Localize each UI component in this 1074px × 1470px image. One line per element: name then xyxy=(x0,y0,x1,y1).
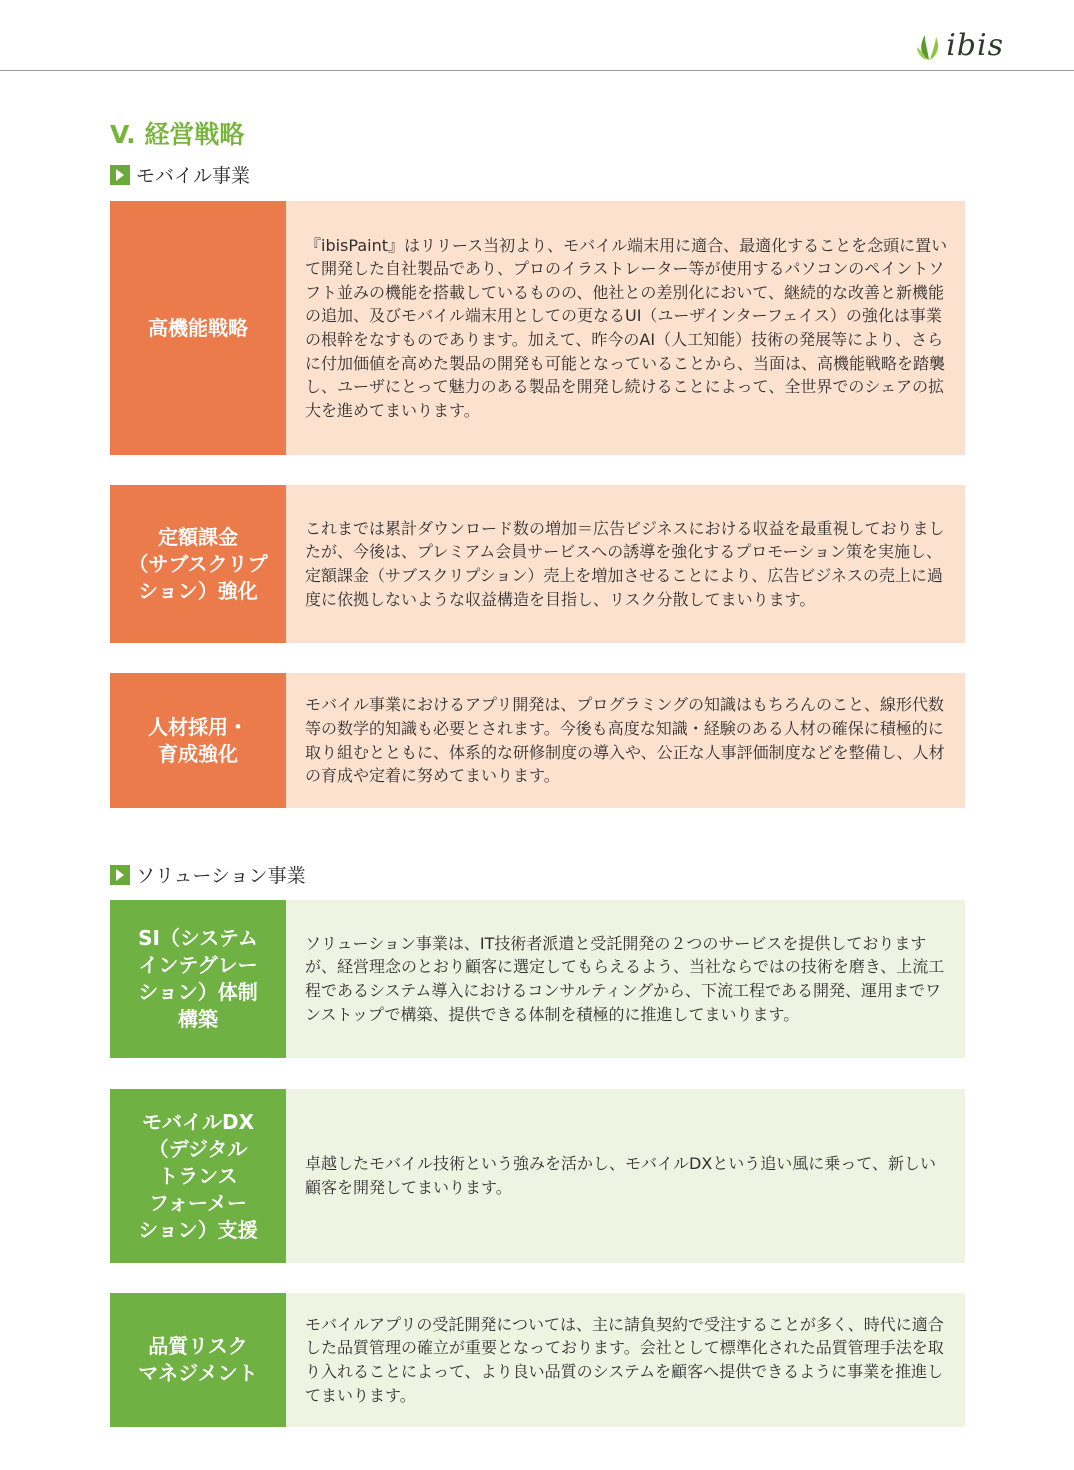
section-heading-label: モバイル事業 xyxy=(136,165,251,187)
label-line: トランス xyxy=(158,1163,238,1188)
section-heading-solution xyxy=(110,861,306,888)
strategy-label xyxy=(110,673,286,808)
strategy-block xyxy=(110,673,965,808)
strategy-label xyxy=(110,1089,286,1263)
ibis-logo xyxy=(916,28,1004,63)
label-line: ション）体制 xyxy=(138,980,258,1004)
chevron-right-icon xyxy=(110,865,130,885)
label-line: 構築 xyxy=(177,1007,218,1031)
strategy-label xyxy=(110,485,286,643)
label-line: フォーメー xyxy=(148,1190,247,1215)
strategy-block xyxy=(110,900,965,1058)
label-line: 品質リスク xyxy=(148,1334,248,1358)
strategy-description: モバイルアプリの受託開発については、主に請負契約で受注することが多く、時代に適合した品質管理の確立が重要となっております。会社として標準化された品質管理手法を取り入れることによって、より良い品質のシステムを顧客へ提供できるように事業を推進してまいります。 xyxy=(286,1293,965,1427)
label-line: （サブスクリプ xyxy=(128,551,268,576)
section-heading-label: ソリューション事業 xyxy=(136,865,306,887)
strategy-block xyxy=(110,1293,965,1427)
leaf-icon xyxy=(916,31,942,61)
label-line: SI（システム xyxy=(138,926,258,950)
strategy-description: これまでは累計ダウンロード数の増加＝広告ビジネスにおける収益を最重視しておりましたが、今後は、プレミアム会員サービスへの誘導を強化するプロモーション策を実施し、定額課金（サブスクリプション）売上を増加させることにより、広告ビジネスの売上に過度に依拠しないような収益構造を目指し、リスク分散してまいります。 xyxy=(286,485,965,643)
label-line: 高機能戦略 xyxy=(148,315,248,340)
label-line: 定額課金 xyxy=(157,524,238,549)
strategy-block xyxy=(110,201,965,455)
label-line: マネジメント xyxy=(138,1361,258,1385)
strategy-block xyxy=(110,485,965,643)
label-line: モバイルDX xyxy=(141,1109,254,1134)
strategy-description: モバイル事業におけるアプリ開発は、プログラミングの知識はもちろんのこと、線形代数等の数学的知識も必要とされます。今後も高度な知識・経験のある人材の確保に積極的に取り組むとともに、体系的な研修制度の導入や、公正な人事評価制度などを整備し、人材の育成や定着に努めてまいります。 xyxy=(286,673,965,808)
label-line: インテグレー xyxy=(138,953,258,977)
section-heading-mobile xyxy=(110,161,250,188)
strategy-label xyxy=(110,1293,286,1427)
strategy-block xyxy=(110,1089,965,1263)
page-header xyxy=(0,0,1074,71)
strategy-label xyxy=(110,201,286,455)
page-title: V. 経営戦略 xyxy=(110,120,245,149)
chevron-right-icon xyxy=(110,165,130,185)
strategy-label xyxy=(110,900,286,1058)
strategy-description: 卓越したモバイル技術という強みを活かし、モバイルDXという追い風に乗って、新しい顧客を開発してまいります。 xyxy=(286,1089,965,1263)
label-line: 人材採用・ xyxy=(148,714,248,739)
label-line: （デジタル xyxy=(148,1136,248,1161)
strategy-description: ソリューション事業は、IT技術者派遣と受託開発の２つのサービスを提供しておりますが、経営理念のとおり顧客に選定してもらえるよう、当社ならではの技術を磨き、上流工程であるシステム導入におけるコンサルティングから、下流工程である開発、運用までワンストップで構築、提供できる体制を積極的に推進してまいります。 xyxy=(286,900,965,1058)
label-line: ション）強化 xyxy=(138,578,258,603)
label-line: ション）支援 xyxy=(138,1217,258,1242)
logo-text: ibis xyxy=(946,28,1004,63)
strategy-description: 『ibisPaint』はリリース当初より、モバイル端末用に適合、最適化することを念頭に置いて開発した自社製品であり、プロのイラストレーター等が使用するパソコンのペイントソフト並みの機能を搭載しているものの、他社との差別化において、継続的な改善と新機能の追加、及びモバイル端末用としての更なるUI（ユーザインターフェイス）の強化は事業の根幹をなすものであります。加えて、昨今のAI（人工知能）技術の発展等により、さらに付加価値を高めた製品の開発も可能となっていることから、当面は、高機能戦略を踏襲し、ユーザにとって魅力のある製品を開発し続けることによって、全世界でのシェアの拡大を進めてまいります。 xyxy=(286,201,965,455)
label-line: 育成強化 xyxy=(158,741,238,766)
